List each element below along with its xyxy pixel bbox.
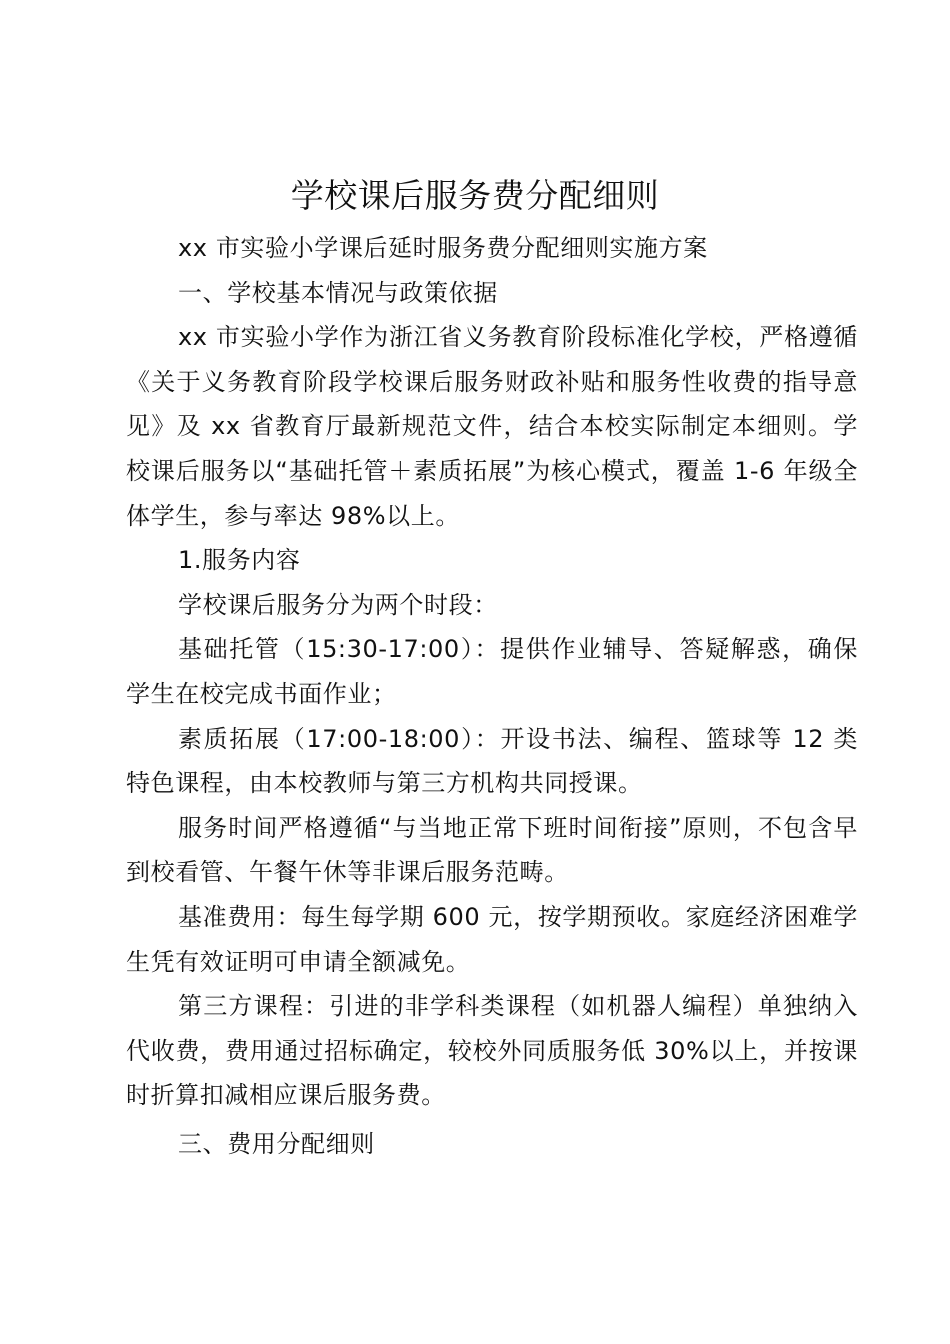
subtitle-paragraph: xx 市实验小学课后延时服务费分配细则实施方案 — [178, 234, 708, 262]
section-heading-3: 三、费用分配细则 — [178, 1129, 375, 1158]
third-party-paragraph: 第三方课程：引进的非学科类课程（如机器人编程）单独纳入代收费，费用通过招标确定，较校外同质服务低 30%以上，并按课时折算扣减相应课后服务费。 — [126, 992, 858, 1110]
document-body — [126, 226, 858, 1166]
basic-care-paragraph: 基础托管（15:30-17:00）：提供作业辅导、答疑解惑，确保学生在校完成书面作业； — [126, 635, 858, 708]
service-time-paragraph: 服务时间严格遵循“与当地正常下班时间衔接”原则，不包含早到校看管、午餐午休等非课后服务范畴。 — [126, 813, 858, 887]
section-heading-1: 一、学校基本情况与政策依据 — [178, 278, 498, 307]
document-title: 学校课后服务费分配细则 — [290, 176, 660, 215]
service-periods-paragraph: 学校课后服务分为两个时段： — [178, 590, 498, 619]
quality-expansion-paragraph: 素质拓展（17:00-18:00）：开设书法、编程、篮球等 12 类特色课程，由本校教师与第三方机构共同授课。 — [126, 724, 858, 798]
subsection-heading-service: 1.服务内容 — [178, 546, 301, 575]
intro-paragraph: xx 市实验小学作为浙江省义务教育阶段标准化学校，严格遵循《关于义务教育阶段学校课后服务财政补贴和服务性收费的指导意见》及 xx 省教育厅最新规范文件，结合本校实际制定本细则。学校课后服务以“基础托管＋素质拓展”为核心模式，覆盖 1-6 年级全体学生，参与率达 98%以上。 — [126, 323, 858, 530]
base-fee-paragraph: 基准费用：每生每学期 600 元，按学期预收。家庭经济困难学生凭有效证明可申请全额减免。 — [126, 902, 858, 976]
